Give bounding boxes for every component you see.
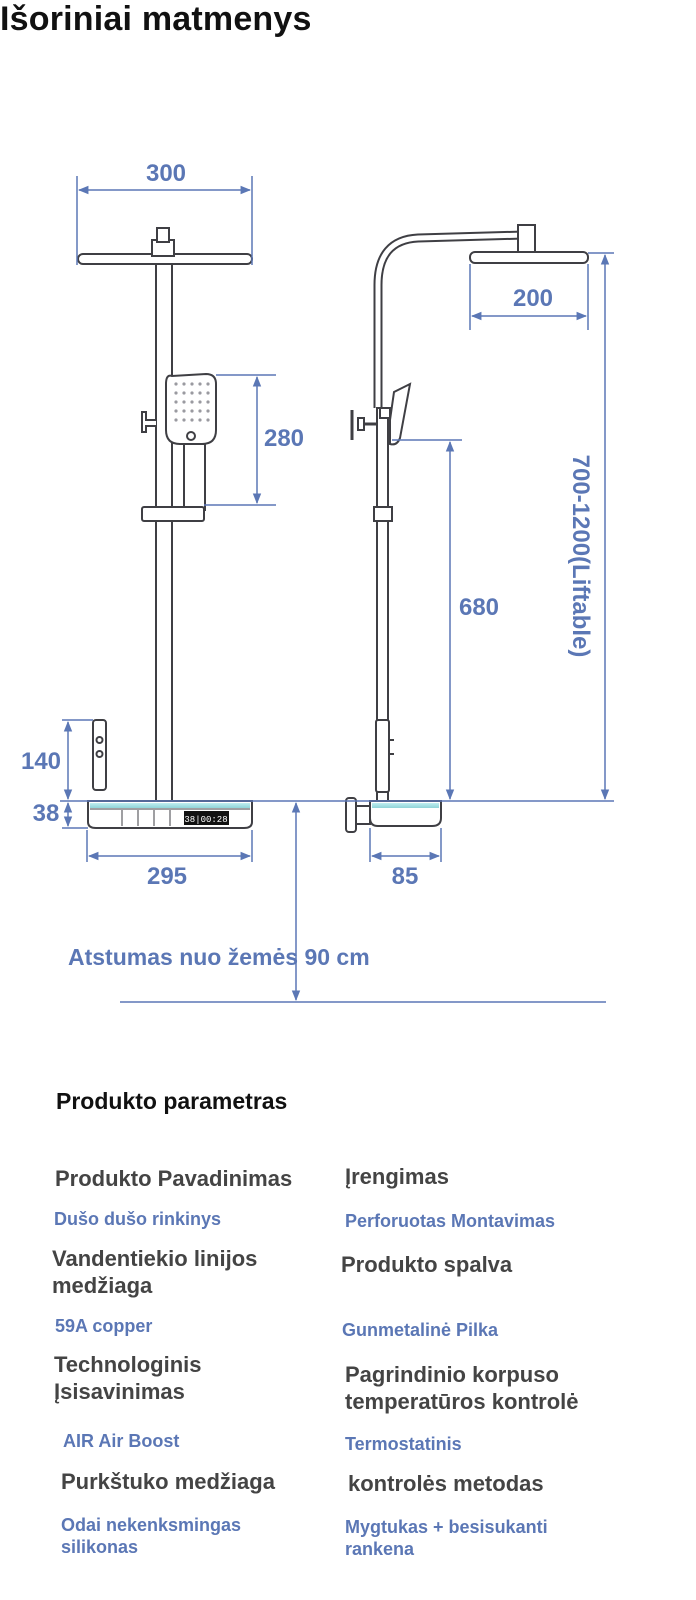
params-heading: Produkto parametras	[56, 1088, 288, 1114]
front-slide-holder	[142, 507, 204, 521]
dim-label-300: 300	[145, 160, 187, 187]
side-handheld-shower	[390, 384, 410, 444]
front-side-knob	[142, 412, 156, 432]
display-readout: 38|00:28	[184, 815, 228, 825]
param-label-product-color: Produkto spalva	[341, 1252, 513, 1277]
param-value-technology: AIR Air Boost	[63, 1431, 180, 1451]
param-value-product-name: Dušo dušo rinkinys	[54, 1209, 222, 1229]
side-rain-head	[470, 252, 588, 263]
param-label-temperature-control: Pagrindinio korpuso temperatūros kontrolė	[345, 1362, 579, 1414]
side-arm-elbow	[518, 225, 535, 252]
dim-label-85: 85	[391, 863, 419, 890]
dim-label-38: 38	[32, 800, 60, 827]
dim-label-295: 295	[146, 863, 188, 890]
param-value-product-color: Gunmetalinė Pilka	[342, 1320, 499, 1340]
param-label-control-method: kontrolės metodas	[348, 1471, 544, 1496]
dim-label-680: 680	[458, 594, 500, 621]
param-value-control-method: Mygtukas + besisukanti rankena	[345, 1517, 548, 1559]
dim-label-200: 200	[512, 285, 554, 312]
side-outlet-body	[376, 720, 389, 792]
dim-label-140: 140	[20, 748, 62, 775]
param-label-water-line-material: Vandentiekio linijos medžiaga	[52, 1246, 258, 1298]
front-main-column	[156, 264, 172, 801]
ground-distance-label: Atstumas nuo žemės 90 cm	[68, 944, 370, 970]
param-value-water-line-material: 59A copper	[55, 1316, 153, 1336]
param-label-nozzle-material: Purkštuko medžiaga	[61, 1469, 275, 1494]
page-title: Išoriniai matmenys	[0, 0, 312, 38]
side-slide-holder	[374, 507, 392, 521]
param-value-installation: Perforuotas Montavimas	[345, 1211, 556, 1231]
front-handheld-shower	[166, 374, 216, 510]
front-view	[78, 228, 252, 828]
dim-label-lift-range: 700-1200(Liftable)	[567, 454, 594, 658]
param-value-nozzle-material: Odai nekenksmingas silikonas	[61, 1515, 242, 1557]
param-label-installation: Įrengimas	[345, 1164, 449, 1189]
param-label-product-name: Produkto Pavadinimas	[55, 1166, 293, 1191]
param-label-technology: Technologinis Įsisavinimas	[54, 1352, 202, 1404]
side-shelf-knob	[356, 806, 370, 824]
dim-label-280: 280	[263, 425, 305, 452]
param-value-temperature-control: Termostatinis	[345, 1434, 462, 1454]
